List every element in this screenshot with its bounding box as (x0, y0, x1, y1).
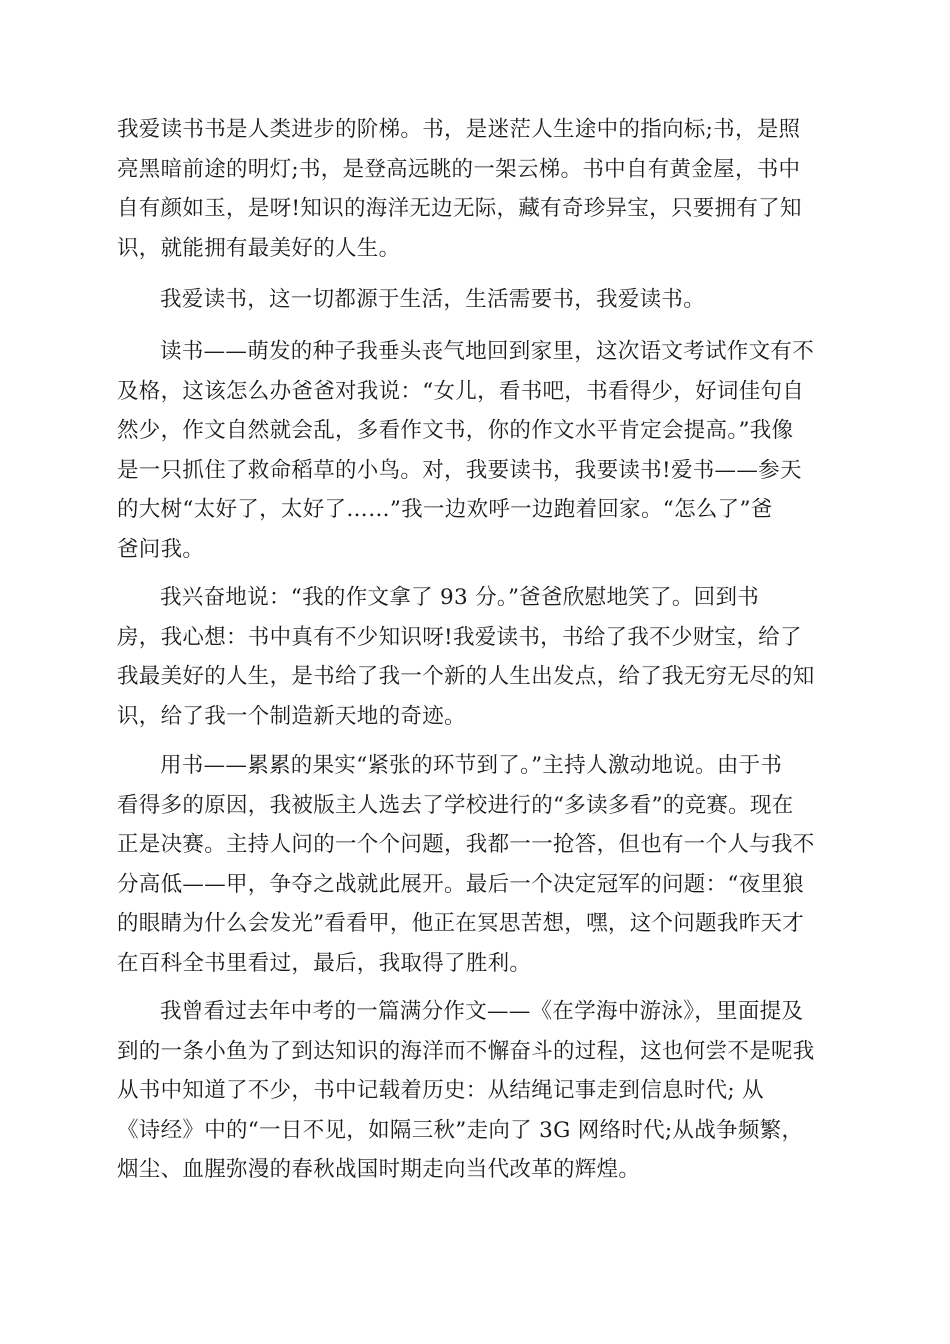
text-line: 亮黑暗前途的明灯;书，是登高远眺的一架云梯。书中自有黄金屋，书中 (117, 156, 801, 182)
text-line: 正是决赛。主持人问的一个个问题，我都一一抢答，但也有一个人与我不 (117, 832, 815, 857)
paragraph-4 (117, 578, 833, 736)
text-line: 我兴奋地说：“我的作文拿了 93 分。”爸爸欣慰地笑了。回到书 (160, 585, 760, 610)
text-line: 识，给了我一个制造新天地的奇迹。 (117, 703, 466, 729)
text-line: 看得多的原因，我被版主人选去了学校进行的“多读多看”的竞赛。现在 (117, 792, 794, 818)
text-line: 自有颜如玉，是呀!知识的海洋无边无际，藏有奇珍异宝，只要拥有了知 (117, 196, 802, 221)
text-line: 我最美好的人生，是书给了我一个新的人生出发点，给了我无穷无尽的知 (117, 664, 815, 689)
paragraph-6 (117, 992, 833, 1190)
text-line: 从书中知道了不少，书中记载着历史：从结绳记事走到信息时代; 从 (117, 1078, 764, 1103)
paragraph-1 (117, 110, 833, 268)
text-line: 到的一条小鱼为了到达知识的海洋而不懈奋斗的过程，这也何尝不是呢我 (117, 1038, 815, 1064)
text-line: 我爱读书书是人类进步的阶梯。书，是迷茫人生途中的指向标;书，是照 (117, 117, 801, 142)
text-line: 识，就能拥有最美好的人生。 (117, 235, 401, 261)
text-line: 然少，作文自然就会乱，多看作文书，你的作文水平肯定会提高。”我像 (117, 418, 794, 443)
paragraph-5 (117, 746, 833, 983)
text-line: 烟尘、血腥弥漫的春秋战国时期走向当代改革的辉煌。 (117, 1157, 641, 1182)
text-line: 的眼睛为什么会发光”看看甲，他正在冥思苦想，嘿，这个问题我昨天才 (117, 911, 805, 936)
text-line: 在百科全书里看过，最后，我取得了胜利。 (117, 950, 532, 976)
text-line: 房，我心想：书中真有不少知识呀!我爱读书，书给了我不少财宝，给了 (117, 624, 802, 650)
text-line: 及格，这该怎么办爸爸对我说：“女儿，看书吧，书看得少，好词佳句自 (117, 378, 805, 404)
text-line: 爸问我。 (117, 536, 205, 562)
text-line: 读书——萌发的种子我垂头丧气地回到家里，这次语文考试作文有不 (160, 339, 815, 364)
text-line: 用书——累累的果实“紧张的环节到了。”主持人激动地说。由于书 (160, 753, 783, 778)
text-line: 是一只抓住了救命稻草的小鸟。对，我要读书，我要读书!爱书——参天 (117, 457, 802, 483)
paragraph-2 (117, 280, 833, 320)
text-line: 我爱读书，这一切都源于生活，生活需要书，我爱读书。 (160, 287, 706, 312)
text-line: 我曾看过去年中考的一篇满分作文——《在学海中游泳》，里面提及 (160, 999, 804, 1024)
text-line: 的大树“太好了，太好了……”我一边欢呼一边跑着回家。“怎么了”爸 (117, 497, 773, 522)
text-line: 《诗经》中的“一日不见，如隔三秋”走向了 3G 网络时代;从战争频繁， (117, 1117, 804, 1143)
paragraph-3 (117, 332, 833, 569)
text-line: 分高低——甲，争夺之战就此展开。最后一个决定冠军的问题：“夜里狼 (117, 871, 805, 897)
